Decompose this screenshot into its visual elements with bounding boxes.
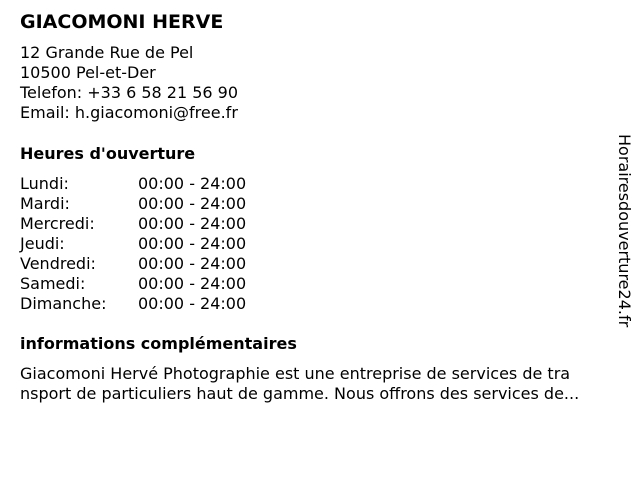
time-range: 00:00 - 24:00 xyxy=(138,214,247,233)
day-label: Vendredi: xyxy=(20,254,96,273)
time-range: 00:00 - 24:00 xyxy=(138,234,247,253)
phone-number: Telefon: +33 6 58 21 56 90 xyxy=(20,83,239,102)
day-label: Lundi: xyxy=(20,174,69,193)
day-label: Samedi: xyxy=(20,274,86,293)
time-range: 00:00 - 24:00 xyxy=(138,274,247,293)
business-description xyxy=(20,364,630,404)
time-range: 00:00 - 24:00 xyxy=(138,254,247,273)
site-watermark: Horairesdouverture24.fr xyxy=(615,134,634,328)
day-label: Jeudi: xyxy=(20,234,65,253)
email-address: Email: h.giacomoni@free.fr xyxy=(20,103,238,122)
day-label: Dimanche: xyxy=(20,294,107,313)
day-label: Mardi: xyxy=(20,194,70,213)
street-address: 12 Grande Rue de Pel xyxy=(20,43,194,62)
additional-info-heading: informations complémentaires xyxy=(20,334,297,353)
business-name: GIACOMONI HERVE xyxy=(20,11,224,33)
time-range: 00:00 - 24:00 xyxy=(138,294,247,313)
contact-block xyxy=(20,43,238,123)
description-line: Giacomoni Hervé Photographie est une entreprise de services de tra xyxy=(20,364,571,383)
time-range: 00:00 - 24:00 xyxy=(138,194,247,213)
time-range: 00:00 - 24:00 xyxy=(138,174,247,193)
city-postcode: 10500 Pel-et-Der xyxy=(20,63,156,82)
day-label: Mercredi: xyxy=(20,214,95,233)
description-line: nsport de particuliers haut de gamme. Nous offrons des services de... xyxy=(20,384,580,403)
opening-hours-heading: Heures d'ouverture xyxy=(20,144,196,163)
